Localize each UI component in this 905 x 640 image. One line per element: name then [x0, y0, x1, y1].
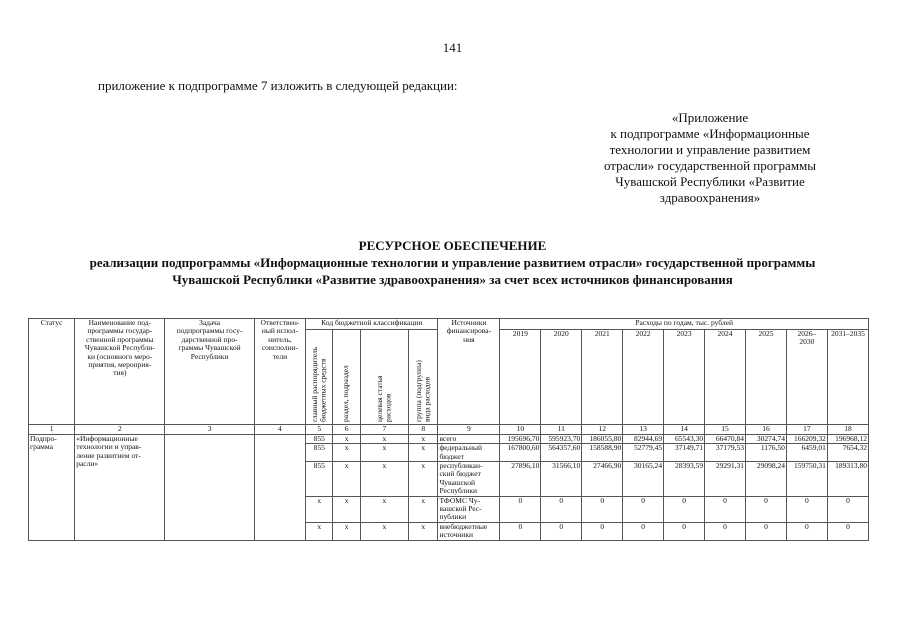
- code-cell: x: [333, 444, 360, 462]
- document-heading: [0, 237, 905, 288]
- column-number: 10: [500, 425, 541, 434]
- header-year: 2025: [746, 330, 787, 425]
- appendix-caption: [560, 110, 860, 206]
- value-cell: 0: [705, 522, 746, 540]
- source-cell: внебюджетные источники: [438, 522, 500, 540]
- code-cell: x: [360, 434, 408, 443]
- header-source: Источники финансирова- ния: [438, 319, 500, 425]
- code-cell: 855: [306, 444, 333, 462]
- header-year: 2031–2035: [827, 330, 868, 425]
- responsible-cell: [254, 434, 305, 540]
- value-cell: 0: [664, 522, 705, 540]
- code-cell: x: [333, 522, 360, 540]
- header-expenses: Расходы по годам, тыс. рублей: [500, 319, 869, 330]
- column-number: 12: [582, 425, 623, 434]
- heading-title: РЕСУРСНОЕ ОБЕСПЕЧЕНИЕ: [358, 238, 547, 253]
- column-number: 13: [623, 425, 664, 434]
- code-cell: x: [409, 444, 438, 462]
- table-row: [29, 434, 869, 443]
- value-cell: 0: [705, 496, 746, 522]
- header-name: Наименование под- программы государ- ственной программы Чувашской Республи- ки (основного меро- приятия, мероприя- тия): [75, 319, 165, 425]
- column-number: 4: [254, 425, 305, 434]
- value-cell: 37149,71: [664, 444, 705, 462]
- header-year: 2019: [500, 330, 541, 425]
- code-cell: x: [360, 496, 408, 522]
- header-code-target-text: целевая статья расходов: [374, 375, 393, 422]
- value-cell: 0: [623, 522, 664, 540]
- table-header-row: [29, 319, 869, 330]
- code-cell: 855: [306, 434, 333, 443]
- column-number: 14: [664, 425, 705, 434]
- value-cell: 0: [827, 522, 868, 540]
- value-cell: 29098,24: [746, 462, 787, 497]
- program-name-cell: «Информационные технологии и управ- ление развитием от- расли»: [75, 434, 165, 540]
- heading-line: Чувашской Республики «Развитие здравоохранения» за счет всех источников финансирования: [172, 272, 733, 287]
- value-cell: 0: [746, 496, 787, 522]
- value-cell: 65543,30: [664, 434, 705, 443]
- column-number: 16: [746, 425, 787, 434]
- column-number: 17: [786, 425, 827, 434]
- value-cell: 28393,59: [664, 462, 705, 497]
- column-number: 1: [29, 425, 75, 434]
- value-cell: 0: [500, 496, 541, 522]
- code-cell: x: [360, 462, 408, 497]
- header-code-grbs-text: главный распорядитель бюджетных средств: [309, 346, 328, 422]
- intro-text: приложение к подпрограмме 7 изложить в следующей редакции:: [98, 78, 458, 93]
- column-number: 15: [705, 425, 746, 434]
- value-cell: 7654,32: [827, 444, 868, 462]
- header-code-section-text: раздел, подраздел: [341, 365, 351, 422]
- code-cell: x: [409, 496, 438, 522]
- resource-table: [28, 318, 869, 541]
- header-year: 2022: [623, 330, 664, 425]
- code-cell: x: [333, 434, 360, 443]
- header-responsible: Ответствен- ный испол- нитель, соисполни- тели: [254, 319, 305, 425]
- value-cell: 37179,53: [705, 444, 746, 462]
- value-cell: 0: [827, 496, 868, 522]
- value-cell: 0: [500, 522, 541, 540]
- source-cell: республикан- ский бюджет Чувашской Республики: [438, 462, 500, 497]
- source-cell: федеральный бюджет: [438, 444, 500, 462]
- appendix-line: отрасли» государственной программы: [603, 158, 817, 173]
- column-number: 3: [165, 425, 254, 434]
- appendix-line: здравоохранения»: [659, 190, 761, 205]
- value-cell: 0: [746, 522, 787, 540]
- value-cell: 0: [541, 522, 582, 540]
- value-cell: 30165,24: [623, 462, 664, 497]
- column-number: 18: [827, 425, 868, 434]
- column-number: 9: [438, 425, 500, 434]
- source-cell: всего: [438, 434, 500, 443]
- value-cell: 1176,50: [746, 444, 787, 462]
- code-cell: 855: [306, 462, 333, 497]
- value-cell: 595923,70: [541, 434, 582, 443]
- header-year: 2024: [705, 330, 746, 425]
- value-cell: 82944,69: [623, 434, 664, 443]
- header-code-group-text: группа (подгруппа) вида расходов: [413, 360, 432, 422]
- header-code-section: [333, 330, 360, 425]
- value-cell: 195696,70: [500, 434, 541, 443]
- value-cell: 167800,60: [500, 444, 541, 462]
- value-cell: 186055,80: [582, 434, 623, 443]
- value-cell: 52779,45: [623, 444, 664, 462]
- appendix-line: «Приложение: [671, 110, 749, 125]
- code-cell: x: [409, 434, 438, 443]
- value-cell: 66470,84: [705, 434, 746, 443]
- column-number: 6: [333, 425, 360, 434]
- header-year: 2023: [664, 330, 705, 425]
- value-cell: 6459,01: [786, 444, 827, 462]
- heading-line: реализации подпрограммы «Информационные технологии и управление развитием отрасли» государственной программы: [89, 255, 816, 270]
- value-cell: 27466,90: [582, 462, 623, 497]
- header-code-group: [409, 330, 438, 425]
- header-code-target: [360, 330, 408, 425]
- value-cell: 189313,80: [827, 462, 868, 497]
- header-task: Задача подпрограммы госу- дарственной про- граммы Чувашской Республики: [165, 319, 254, 425]
- code-cell: x: [360, 444, 408, 462]
- value-cell: 0: [582, 522, 623, 540]
- value-cell: 196968,12: [827, 434, 868, 443]
- header-budget-code: Код бюджетной классификации: [306, 319, 438, 330]
- code-cell: x: [409, 522, 438, 540]
- value-cell: 27896,10: [500, 462, 541, 497]
- page-number: 141: [442, 40, 463, 55]
- column-number: 2: [75, 425, 165, 434]
- column-number-row: [29, 425, 869, 434]
- code-cell: x: [409, 462, 438, 497]
- header-year: 2026– 2030: [786, 330, 827, 425]
- code-cell: x: [360, 522, 408, 540]
- header-status: Статус: [29, 319, 75, 425]
- code-cell: x: [306, 496, 333, 522]
- appendix-line: технологии и управление развитием: [609, 142, 811, 157]
- value-cell: 0: [582, 496, 623, 522]
- column-number: 8: [409, 425, 438, 434]
- header-year: 2020: [541, 330, 582, 425]
- value-cell: 0: [786, 522, 827, 540]
- appendix-line: Чувашской Республики «Развитие: [615, 174, 805, 189]
- column-number: 11: [541, 425, 582, 434]
- code-cell: x: [333, 462, 360, 497]
- header-code-grbs: [306, 330, 333, 425]
- value-cell: 0: [623, 496, 664, 522]
- value-cell: 31566,10: [541, 462, 582, 497]
- column-number: 5: [306, 425, 333, 434]
- value-cell: 29291,31: [705, 462, 746, 497]
- source-cell: ТФОМС Чу- вашской Рес- публики: [438, 496, 500, 522]
- value-cell: 166209,32: [786, 434, 827, 443]
- code-cell: x: [306, 522, 333, 540]
- value-cell: 564357,60: [541, 444, 582, 462]
- value-cell: 0: [786, 496, 827, 522]
- code-cell: x: [333, 496, 360, 522]
- value-cell: 0: [664, 496, 705, 522]
- value-cell: 158588,90: [582, 444, 623, 462]
- column-number: 7: [360, 425, 408, 434]
- status-cell: Подпро- грамма: [29, 434, 75, 540]
- value-cell: 30274,74: [746, 434, 787, 443]
- value-cell: 0: [541, 496, 582, 522]
- task-cell: [165, 434, 254, 540]
- value-cell: 159750,31: [786, 462, 827, 497]
- appendix-line: к подпрограмме «Информационные: [610, 126, 810, 141]
- header-year: 2021: [582, 330, 623, 425]
